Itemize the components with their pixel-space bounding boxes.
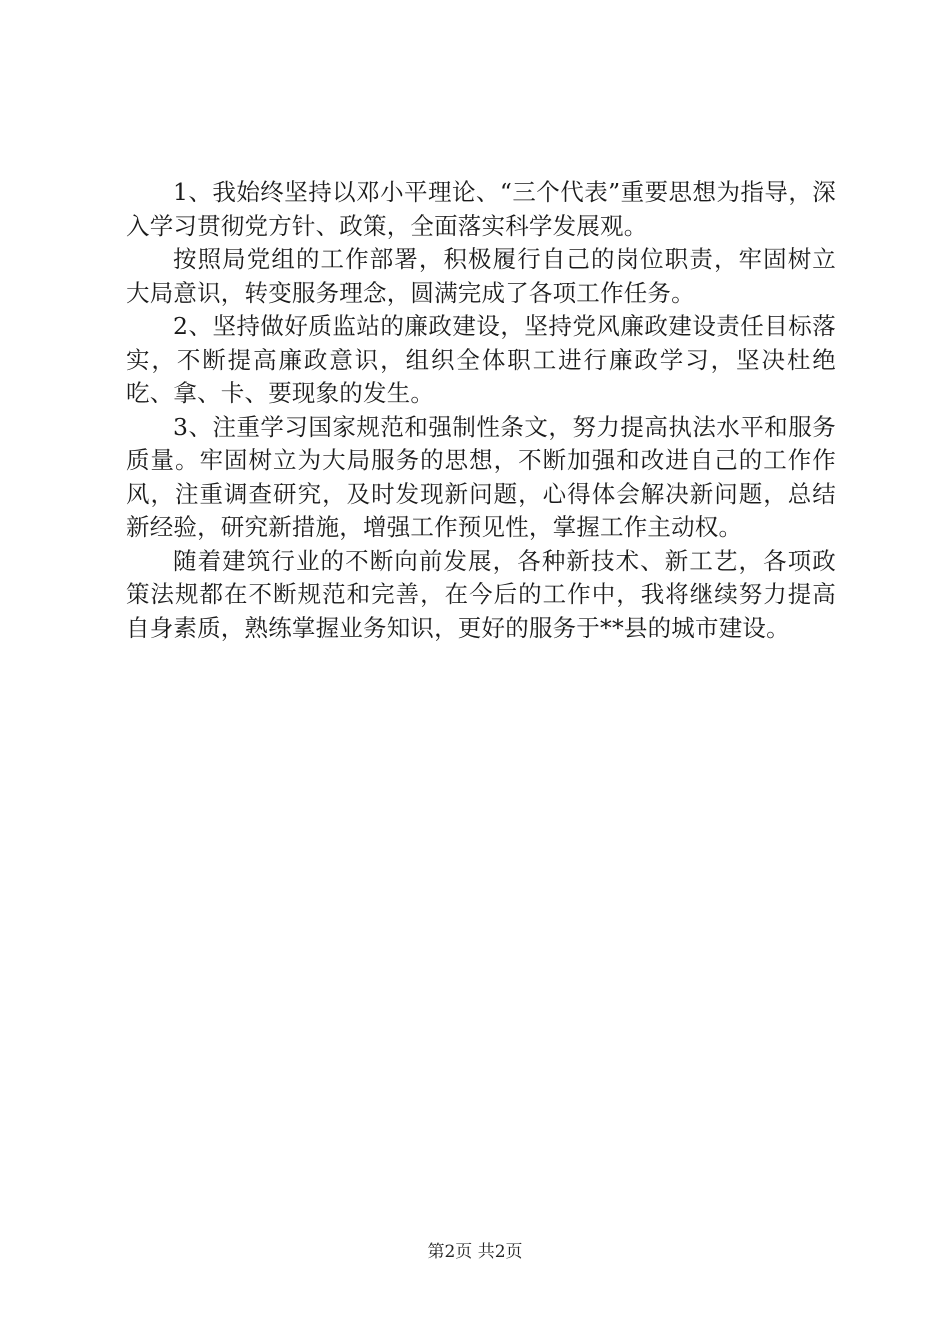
document-body	[126, 176, 836, 645]
paragraph-5: 随着建筑行业的不断向前发展，各种新技术、新工艺，各项政策法规都在不断规范和完善，在今后的工作中，我将继续努力提高自身素质，熟练掌握业务知识，更好的服务于**县的城市建设。	[126, 546, 836, 642]
paragraph-2: 按照局党组的工作部署，积极履行自己的岗位职责，牢固树立大局意识，转变服务理念，圆满完成了各项工作任务。	[126, 245, 836, 307]
paragraph-1: 1、我始终坚持以邓小平理论、“三个代表”重要思想为指导，深入学习贯彻党方针、政策，全面落实科学发展观。	[126, 178, 836, 240]
paragraph-3: 2、坚持做好质监站的廉政建设，坚持党风廉政建设责任目标落实，不断提高廉政意识，组织全体职工进行廉政学习，坚决杜绝吃、拿、卡、要现象的发生。	[126, 312, 836, 407]
paragraph-4: 3、注重学习国家规范和强制性条文，努力提高执法水平和服务质量。牢固树立为大局服务的思想，不断加强和改进自己的工作作风，注重调查研究，及时发现新问题，心得体会解决新问题，总结新经验，研究新措施，增强工作预见性，掌握工作主动权。	[126, 412, 836, 541]
page-number-footer: 第2页 共2页	[427, 1242, 523, 1262]
